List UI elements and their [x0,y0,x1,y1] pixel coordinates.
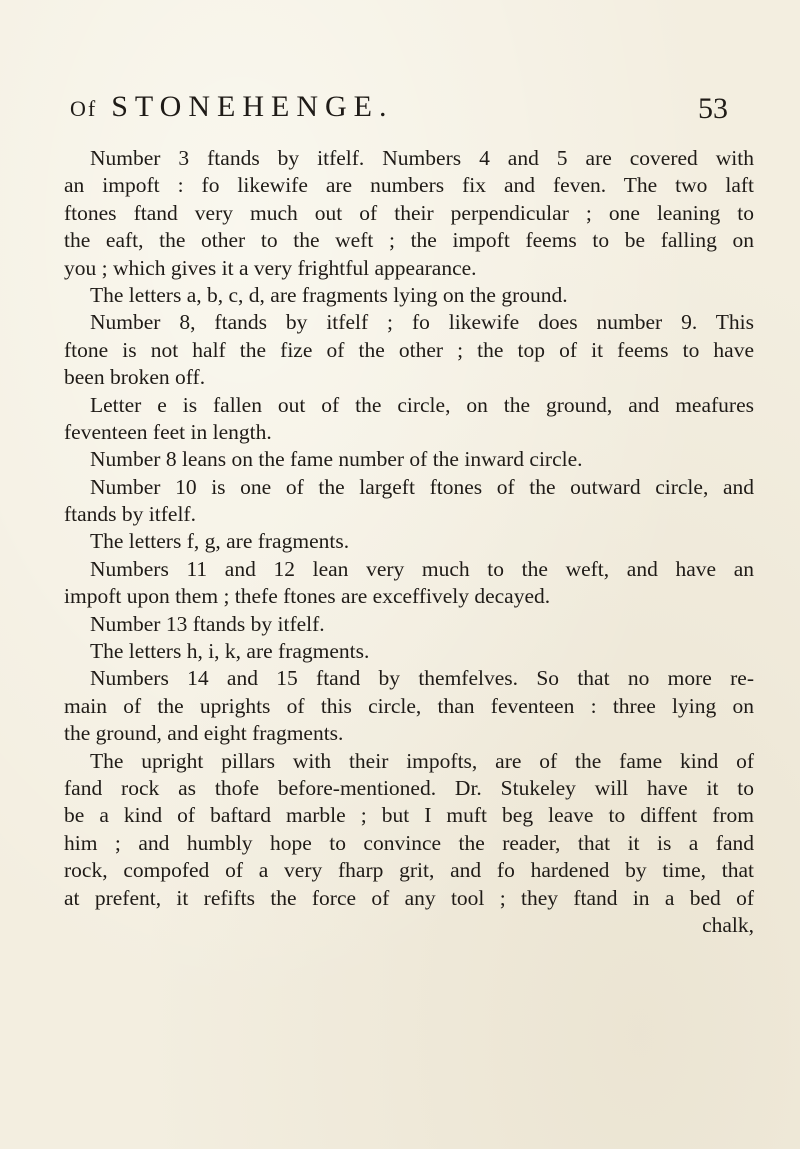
catchword: chalk, [702,912,754,937]
page-number: 53 [698,92,728,125]
text-line: Letter e is fallen out of the circle, on the ground, and meafures [90,392,754,417]
text-line: Numbers 14 and 15 ftand by themfelves. So that no more re- [90,666,754,691]
text-line: feventeen feet in length. [64,419,272,444]
text-line: been broken off. [64,365,206,390]
text-line: him ; and humbly hope to convince the reader, that it is a fand [64,830,754,855]
text-line: Number 13 ftands by itfelf. [90,611,325,636]
text-line: Number 3 ftands by itfelf. Numbers 4 and 5 are covered with [90,146,754,170]
text-line: ftone is not half the fize of the other ; the top of it feems to have [64,337,754,362]
text-line: impoft upon them ; thefe ftones are exceffively decayed. [64,584,551,609]
text-line: The letters a, b, c, d, are fragments lying on the ground. [90,282,568,307]
text-line: The letters f, g, are fragments. [90,529,350,554]
text-line: Numbers 11 and 12 lean very much to the weft, and have an [90,556,754,581]
text-line: at prefent, it refifts the force of any tool ; they ftand in a bed of [64,885,754,910]
text-line: the ground, and eight fragments. [64,721,344,746]
body-text [64,145,754,939]
text-line: Number 8 leans on the fame number of the inward circle. [90,447,583,472]
running-head-title [70,90,394,124]
running-head-of: Of [70,96,98,121]
text-line: Number 8, ftands by itfelf ; fo likewife does number 9. This [90,310,754,335]
text-line: you ; which gives it a very frightful appearance. [64,255,477,280]
text-line: ftands by itfelf. [64,502,196,527]
text-line: The letters h, i, k, are fragments. [90,639,370,664]
text-line: an impoft : fo likewife are numbers fix and feven. The two laft [64,173,754,198]
text-line: be a kind of baftard marble ; but I muft beg leave to diffent from [64,803,754,828]
text-line: The upright pillars with their impofts, are of the fame kind of [90,748,754,773]
text-line: rock, compofed of a very fharp grit, and fo hardened by time, that [64,858,754,883]
text-line: Number 10 is one of the largeft ftones of the outward circle, and [90,474,754,499]
text-line: main of the uprights of this circle, than feventeen : three lying on [64,693,754,718]
text-line: ftones ftand very much out of their perpendicular ; one leaning to [64,200,754,225]
text-line: fand rock as thofe before-mentioned. Dr. Stukeley will have it to [64,775,754,800]
text-line: the eaft, the other to the weft ; the impoft feems to be falling on [64,228,754,253]
running-head-stonehenge: STONEHENGE. [111,90,394,123]
running-head [70,90,728,130]
